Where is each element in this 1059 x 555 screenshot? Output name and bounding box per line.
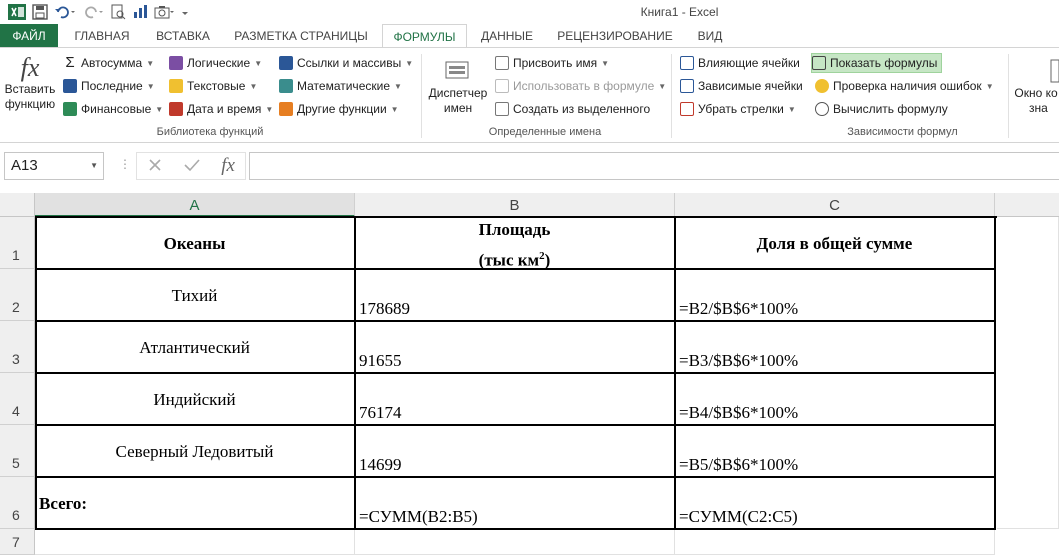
dropdown-arrow-icon: ▼ xyxy=(249,81,258,91)
logical-button[interactable]: Логические ▼ xyxy=(169,53,262,73)
cell-b1[interactable]: Площадь (тыс $км^2$) xyxy=(355,217,676,270)
column-header-a[interactable]: A xyxy=(35,193,355,217)
evaluate-formula-button[interactable]: Вычислить формулу xyxy=(815,99,948,119)
sigma-icon: Σ xyxy=(65,54,75,71)
dropdown-arrow-icon: ▼ xyxy=(146,58,155,68)
dropdown-arrow-icon: ▼ xyxy=(146,81,155,91)
cell-c5[interactable]: =B5/$B$6*100% xyxy=(675,425,996,478)
insert-function-button[interactable]: fx Вставить функцию xyxy=(2,54,58,112)
window-title: Книга1 - Excel xyxy=(640,5,719,19)
tab-formulas[interactable]: ФОРМУЛЫ xyxy=(382,24,467,49)
name-box[interactable]: A13 ▼ xyxy=(4,152,104,180)
select-all-button[interactable] xyxy=(0,193,35,217)
cell-b4[interactable]: 76174 xyxy=(355,373,676,426)
formula-input[interactable] xyxy=(249,152,1059,180)
tab-page-layout[interactable]: РАЗМЕТКА СТРАНИЦЫ xyxy=(234,29,368,43)
use-in-formula-button[interactable]: Использовать в формуле ▼ xyxy=(495,76,666,96)
row-header-2[interactable]: 2 xyxy=(0,269,35,321)
trace-precedents-icon xyxy=(680,56,694,70)
cell-a6[interactable]: Всего: xyxy=(35,477,356,530)
create-from-selection-icon xyxy=(495,102,509,116)
fx-icon[interactable]: fx xyxy=(221,155,235,176)
lookup-book-icon xyxy=(279,56,293,70)
warning-icon xyxy=(815,79,829,93)
column-header-d[interactable] xyxy=(995,193,1059,217)
dropdown-arrow-icon[interactable]: ▼ xyxy=(90,161,98,170)
name-manager-icon xyxy=(426,58,490,86)
fx-icon: fx xyxy=(20,53,40,82)
math-book-icon xyxy=(279,79,293,93)
dropdown-arrow-icon: ▼ xyxy=(405,58,414,68)
evaluate-formula-icon xyxy=(815,102,829,116)
math-button[interactable]: Математические ▼ xyxy=(279,76,402,96)
cell-b6[interactable]: =СУММ(B2:B5) xyxy=(355,477,676,530)
text-button[interactable]: Текстовые ▼ xyxy=(169,76,257,96)
cancel-icon[interactable] xyxy=(147,157,163,176)
trace-precedents-button[interactable]: Влияющие ячейки xyxy=(680,53,800,73)
cell-c4[interactable]: =B4/$B$6*100% xyxy=(675,373,996,426)
tab-view[interactable]: ВИД xyxy=(697,29,723,43)
logical-book-icon xyxy=(169,56,183,70)
trace-dependents-button[interactable]: Зависимые ячейки xyxy=(680,76,803,96)
worksheet-grid[interactable] xyxy=(0,193,1059,555)
column-header-c[interactable]: C xyxy=(675,193,995,217)
title-bar xyxy=(0,0,1059,24)
cell-d-column[interactable] xyxy=(997,217,1059,529)
cell-c3[interactable]: =B3/$B$6*100% xyxy=(675,321,996,374)
trace-dependents-icon xyxy=(680,79,694,93)
datetime-button[interactable]: Дата и время ▼ xyxy=(169,99,273,119)
group-separator xyxy=(1008,54,1009,138)
row-header-4[interactable]: 4 xyxy=(0,373,35,425)
financial-button[interactable]: Финансовые ▼ xyxy=(63,99,163,119)
cell-b3[interactable]: 91655 xyxy=(355,321,676,374)
dropdown-arrow-icon: ▼ xyxy=(601,58,610,68)
cell-a2[interactable]: Тихий xyxy=(35,269,356,322)
tab-review[interactable]: РЕЦЕНЗИРОВАНИЕ xyxy=(557,29,673,43)
show-formulas-icon xyxy=(812,56,826,70)
remove-arrows-button[interactable]: Убрать стрелки ▼ xyxy=(680,99,796,119)
tab-data[interactable]: ДАННЫЕ xyxy=(480,29,534,43)
formula-bar-buttons xyxy=(136,152,246,180)
star-book-icon xyxy=(63,79,77,93)
use-in-formula-icon xyxy=(495,79,509,93)
cell-a1[interactable]: Океаны xyxy=(35,217,356,270)
error-checking-button[interactable]: Проверка наличия ошибок ▼ xyxy=(815,76,994,96)
tab-home[interactable]: ГЛАВНАЯ xyxy=(74,29,130,43)
tab-file[interactable]: ФАЙЛ xyxy=(0,24,58,48)
group-label-function-library: Библиотека функций xyxy=(156,126,264,138)
cell-c7[interactable] xyxy=(675,530,995,555)
cell-b7[interactable] xyxy=(355,530,675,555)
name-manager-button[interactable]: Диспетчер имен xyxy=(426,58,490,116)
text-book-icon xyxy=(169,79,183,93)
cell-a5[interactable]: Северный Ледовитый xyxy=(35,425,356,478)
row-header-6[interactable]: 6 xyxy=(0,477,35,529)
cell-b2[interactable]: 178689 xyxy=(355,269,676,322)
formula-bar-grip-icon: ⋮ xyxy=(119,157,131,171)
dropdown-arrow-icon: ▼ xyxy=(265,104,274,114)
row-header-7[interactable]: 7 xyxy=(0,529,35,555)
lookup-button[interactable]: Ссылки и массивы ▼ xyxy=(279,53,413,73)
cell-c2[interactable]: =B2/$B$6*100% xyxy=(675,269,996,322)
dropdown-arrow-icon: ▼ xyxy=(390,104,399,114)
dropdown-arrow-icon: ▼ xyxy=(394,81,402,91)
group-label-defined-names: Определенные имена xyxy=(488,126,602,138)
create-from-selection-button[interactable]: Создать из выделенного xyxy=(495,99,650,119)
dropdown-arrow-icon: ▼ xyxy=(155,104,164,114)
ribbon-tabs xyxy=(0,24,1059,48)
more-book-icon xyxy=(279,102,293,116)
row-header-5[interactable]: 5 xyxy=(0,425,35,477)
define-name-button[interactable]: Присвоить имя ▼ xyxy=(495,53,609,73)
autosum-button[interactable]: Σ Автосумма ▼ xyxy=(63,53,154,73)
enter-icon[interactable] xyxy=(183,157,201,176)
dropdown-arrow-icon: ▼ xyxy=(787,104,796,114)
dropdown-arrow-icon: ▼ xyxy=(658,81,667,91)
dropdown-arrow-icon: ▼ xyxy=(985,81,994,91)
remove-arrows-icon xyxy=(680,102,694,116)
group-separator xyxy=(671,54,672,138)
tag-icon xyxy=(495,56,509,70)
financial-book-icon xyxy=(63,102,77,116)
recent-button[interactable]: Последние ▼ xyxy=(63,76,155,96)
dropdown-arrow-icon: ▼ xyxy=(254,58,263,68)
column-header-b[interactable]: B xyxy=(355,193,675,217)
watch-window-icon xyxy=(1013,58,1059,86)
row-header-3[interactable]: 3 xyxy=(0,321,35,373)
group-separator xyxy=(421,54,422,138)
formula-bar xyxy=(0,143,1059,193)
group-label-formula-auditing: Зависимости формул xyxy=(847,126,958,138)
tab-insert[interactable]: ВСТАВКА xyxy=(156,29,210,43)
row-header-1[interactable]: 1 xyxy=(0,217,35,269)
clock-book-icon xyxy=(169,102,183,116)
cell-c1[interactable]: Доля в общей сумме xyxy=(675,217,996,270)
cell-a4[interactable]: Индийский xyxy=(35,373,356,426)
cell-a3[interactable]: Атлантический xyxy=(35,321,356,374)
cell-b5[interactable]: 14699 xyxy=(355,425,676,478)
show-formulas-button[interactable]: Показать формулы xyxy=(811,53,942,73)
ribbon xyxy=(0,47,1059,143)
cell-a7[interactable] xyxy=(35,530,355,555)
watch-window-button[interactable]: Окно ко зна xyxy=(1013,58,1059,116)
cell-c6[interactable]: =СУММ(C2:C5) xyxy=(675,477,996,530)
more-functions-button[interactable]: Другие функции ▼ xyxy=(279,99,399,119)
